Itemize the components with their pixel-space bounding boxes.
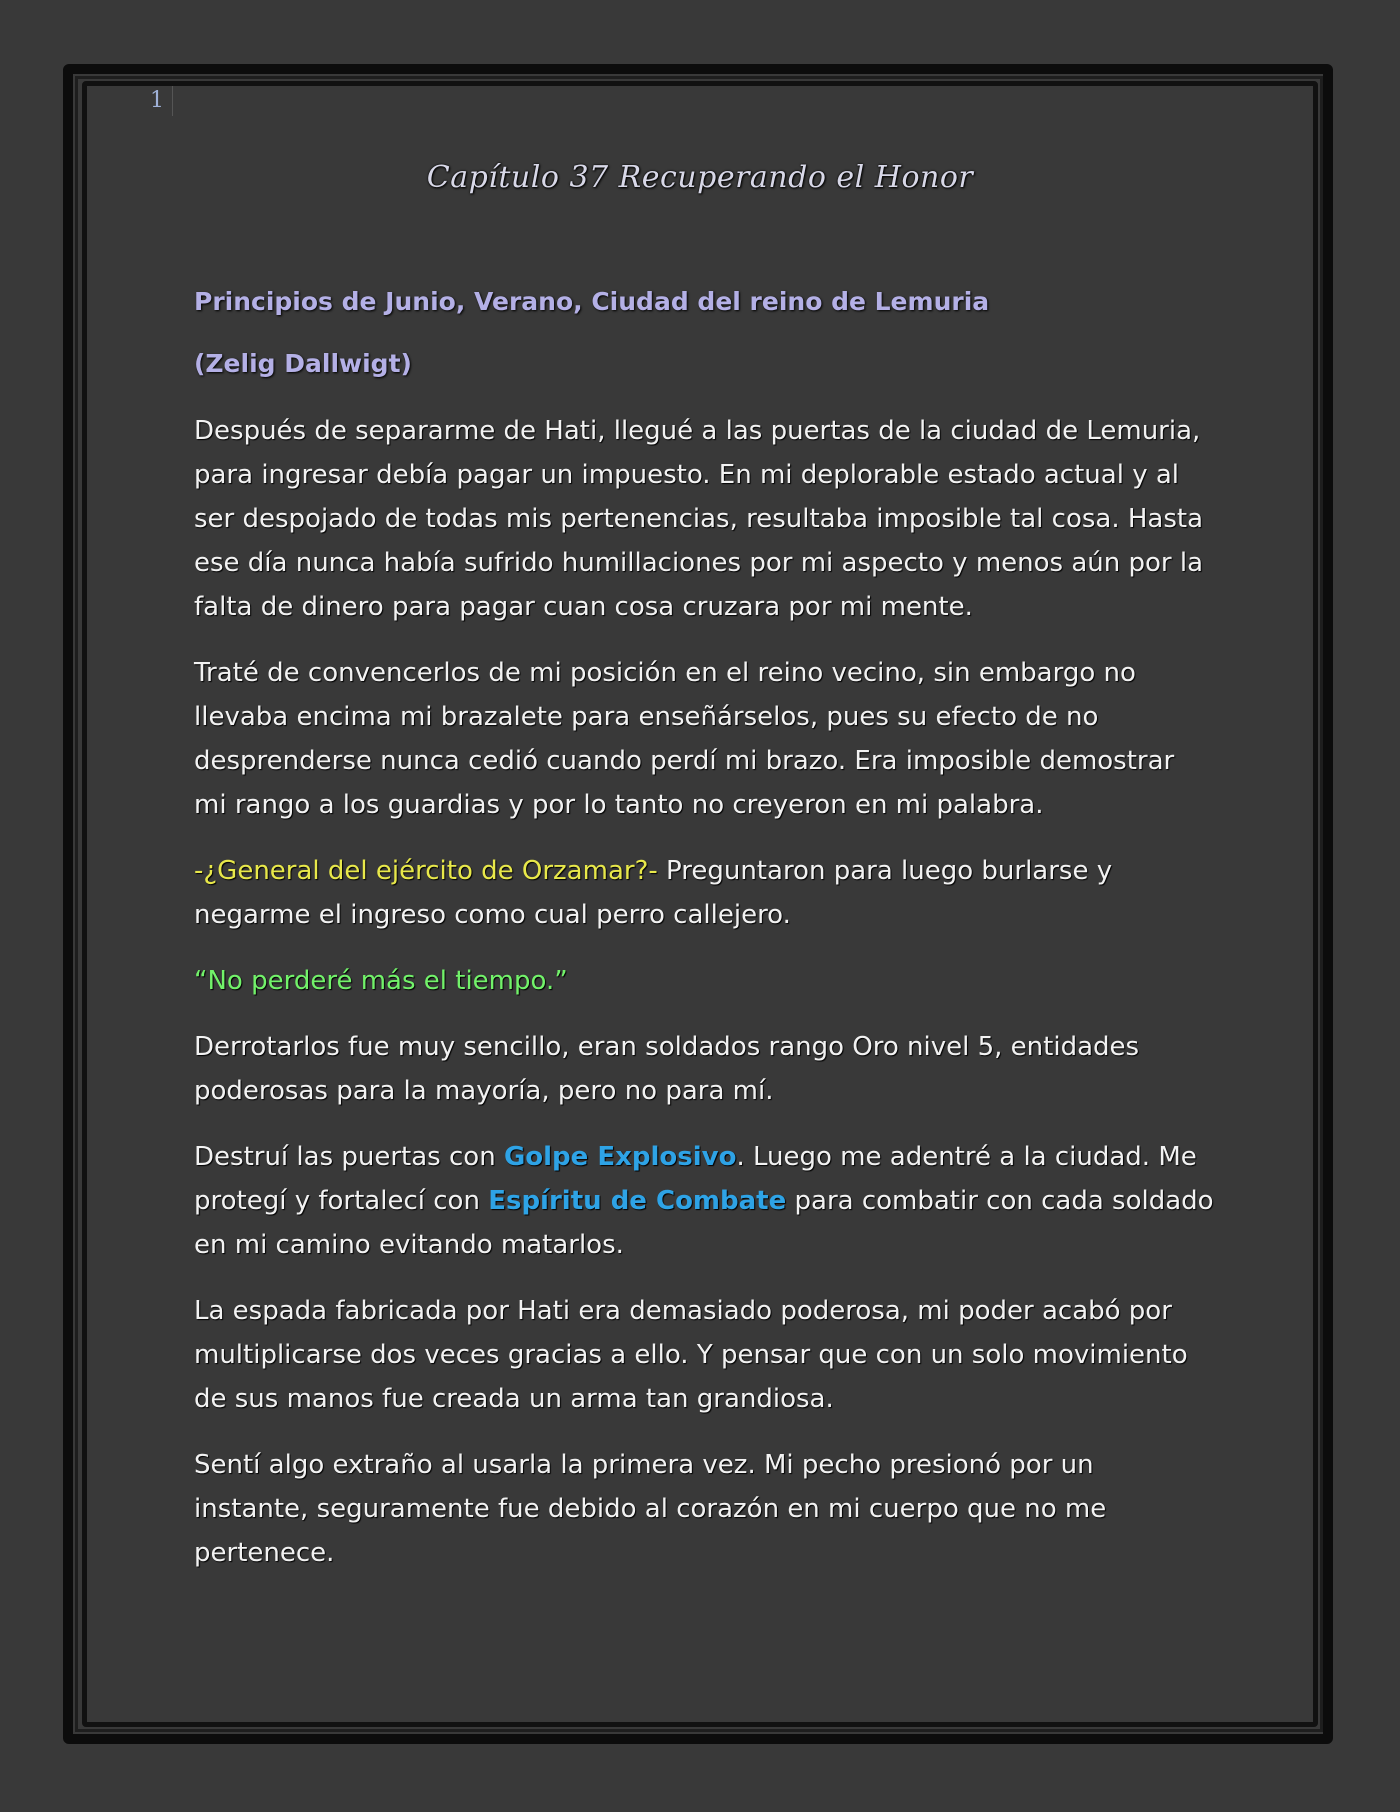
chapter-title: Capítulo 37 Recuperando el Honor: [426, 160, 974, 195]
paragraph-2: Traté de convencerlos de mi posición en el reino vecino, sin embargo no llevaba encima mi brazalete para enseñárselos, pues su efecto de no desprenderse nunca cedió cuando perdí mi brazo. Era imposible demostrar mi rango a los guardias y por lo tanto no creyeron en mi palabra.: [194, 658, 1175, 820]
paragraph-5: Derrotarlos fue muy sencillo, eran soldados rango Oro nivel 5, entidades poderosas para la mayoría, pero no para mí.: [194, 1032, 1140, 1106]
paragraph-6-text-a: Destruí las puertas con: [194, 1142, 504, 1172]
paragraph-6-text-b: . Luego me adentré a la ciudad. Me protegí y fortalecí con: [194, 1142, 1197, 1216]
dialogue-line: -¿General del ejército de Orzamar?-: [194, 856, 658, 886]
skill-name: Golpe Explosivo: [503, 1142, 737, 1172]
paragraph-1: Después de separarme de Hati, llegué a las puertas de la ciudad de Lemuria, para ingresar debía pagar un impuesto. En mi deplorable estado actual y al ser despojado de todas mis pertenencias, resultaba imposible tal cosa. Hasta ese día nunca había sufrido humillaciones por mi aspecto y menos aún por la falta de dinero para pagar cuan cosa cruzara por mi mente.: [194, 416, 1204, 622]
paragraph-8: Sentí algo extraño al usarla la primera vez. Mi pecho presionó por un instante, seguramente fue debido al corazón en mi cuerpo que no me pertenece.: [194, 1450, 1107, 1568]
skill-name: Espíritu de Combate: [488, 1186, 787, 1216]
paragraph-3: [194, 849, 1214, 937]
narrator-heading: (Zelig Dallwigt): [194, 349, 412, 378]
paragraph-7: La espada fabricada por Hati era demasiado poderosa, mi poder acabó por multiplicarse dos veces gracias a ello. Y pensar que con un solo movimiento de sus manos fue creada un arma tan grandiosa.: [194, 1296, 1188, 1414]
thought-line: “No perderé más el tiempo.”: [194, 966, 568, 996]
page-number: 1: [150, 86, 173, 116]
paragraph-6-text-c: para combatir con cada soldado en mi camino evitando matarlos.: [194, 1186, 1214, 1260]
paragraph-6: [194, 1135, 1214, 1267]
chapter-body: [194, 285, 1214, 1597]
paragraph-3-text: Preguntaron para luego burlarse y negarme el ingreso como cual perro callejero.: [194, 856, 1113, 930]
setting-heading: Principios de Junio, Verano, Ciudad del reino de Lemuria: [194, 287, 990, 316]
